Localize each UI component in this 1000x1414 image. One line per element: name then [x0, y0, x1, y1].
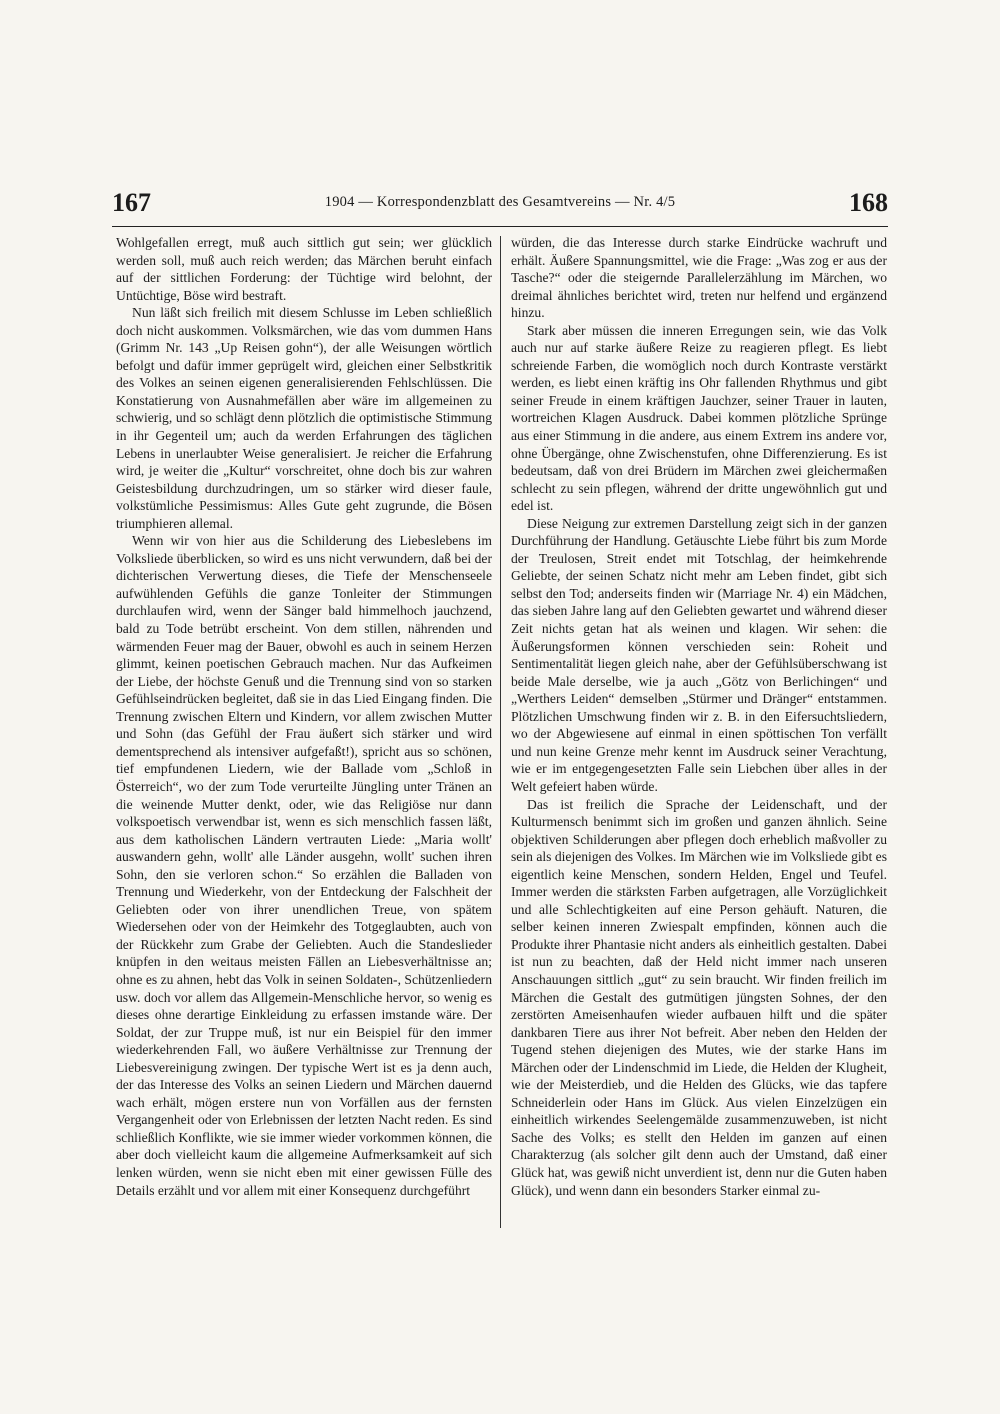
paragraph: würden, die das Interesse durch starke Eindrücke wachruft und erhält. Äußere Spannungsmittel, wie die Frage: „Was zog er aus der Tasche?“ oder die steigernde Parallelerzählung im Märchen, wo dreimal ähnliches berichtet wird, treten nur helfend und ergänzend hinzu. [511, 235, 887, 321]
page-header [112, 188, 888, 222]
header-rule [112, 226, 888, 227]
running-title: 1904 — Korrespondenzblatt des Gesamtvereins — Nr. 4/5 [324, 194, 676, 210]
column-divider [500, 236, 501, 1228]
left-page-number: 167 [112, 188, 151, 217]
paragraph: Diese Neigung zur extremen Darstellung zeigt sich in der ganzen Durchführung der Handlung. Getäuschte Liebe führt bis zum Morde der Treulosen, Streit endet mit Totschlag, der heimkehrende Geliebte, der seinen Schatz nicht mehr am Leben findet, gibt sich selbst den Tod; anderseits finden wir (Marriage Nr. 4) ein Mädchen, das sieben Jahre lang auf den Geliebten gewartet und während dieser Zeit nichts getan hat als weinen und klagen. Wir sehen: die Äußerungsformen können verschieden sein: Roheit und Sentimentalität liegen gleich nahe, aber der Gefühlsüberschwang ist beide Male derselbe, wie ja auch „Götz von Berlichingen“ und „Werthers Leiden“ demselben „Stürmer und Dränger“ entstammen. Plötzlichen Umschwung finden wir z. B. in den Eifersuchtsliedern, wo der Abgewiesene auf einmal in einen spöttischen Ton verfällt und nun keine Grenze mehr kennt im Ausdruck seiner Verachtung, wie er im entgegengesetzten Falle sein Liebchen über alles in der Welt gefeiert haben würde. [511, 515, 887, 794]
paragraph: Stark aber müssen die inneren Erregungen sein, wie das Volk auch nur auf starke äußere Reize zu reagieren pflegt. Es liebt schreiende Farben, die womöglich noch durch Kontraste verstärkt werden, es liebt einen kräftig ins Ohr fallenden Rhythmus und gibt seiner Freude in einem kräftigen Jauchzer, seiner Trauer in lauten, wortreichen Klagen Ausdruck. Dabei kommen plötzliche Sprünge aus einer Stimmung in die andere, aus einem Extrem ins andere vor, ohne Übergänge, ohne Zwischenstufen, ohne Differenzierung. Es ist bedeutsam, daß von drei Brüdern im Märchen zwei gleichermaßen schlecht zu sein pflegen, während der dritte ungewöhnlich gut und edel ist. [511, 322, 887, 514]
paragraph: Nun läßt sich freilich mit diesem Schlusse im Leben schließlich doch nicht auskommen. Volksmärchen, wie das vom dummen Hans (Grimm Nr. 143 „Up Reisen gohn“), der alle Weisungen wörtlich befolgt und dafür immer geprügelt wird, gleichen einer Selbstkritik des Volkes an seinen eigenen generalisierenden Fehlschlüssen. Die Konstatierung von Ausnahmefällen aber wäre im allgemeinen zu schwierig, und so schlägt denn plötzlich die optimistische Stimmung in ihr Gegenteil um; auch da werden Erfahrungen des täglichen Lebens in unerlaubter Weise generalisiert. Je reicher die Erfahrung wird, je weiter die „Kultur“ vorschreitet, ohne doch bis zur wahren Geistesbildung durchzudringen, um so stärker wird dieser faule, volkstümliche Pessimismus: Alles Gute geht zugrunde, die Bösen triumphieren allemal. [116, 305, 492, 531]
left-column [116, 234, 492, 1234]
right-page-number: 168 [849, 188, 888, 217]
right-column [511, 234, 887, 1234]
paragraph: Wenn wir von hier aus die Schilderung des Liebeslebens im Volksliede überblicken, so wird es uns nicht verwundern, daß bei der dichterischen Verwertung dieses, die Tiefe der Menschenseele aufwühlenden Gefühls die ganze Tonleiter der Stimmungen durchlaufen wird, wenn der Sänger bald himmelhoch jauchzend, bald zu Tode betrübt erscheint. Von dem stillen, nährenden und wärmenden Feuer mag der Bauer, obwohl es auch in seinem Herzen glimmt, keinen poetischen Gebrauch machen. Nur das Aufkeimen der Liebe, der höchste Genuß und die Trennung sind von so starken Gefühlseindrücken begleitet, daß sie in das Lied Eingang finden. Die Trennung zwischen Eltern und Kindern, vor allem zwischen Mutter und Sohn (das Gefühl der Frau äußert sich stärker und wird dementsprechend als intensiver aufgefaßt!), spricht aus so schönen, tief empfundenen Liedern, wie der Ballade vom „Schloß in Österreich“, wo der zum Tode verurteilte Jüngling unter Tränen an die weinende Mutter denkt, oder, wie das Religiöse nur dann volkspoetisch verwendbar ist, wenn es sich menschlich fassen läßt, aus dem katholischen Ländern vertrauten Liede: „Maria wollt' auswandern gehn, wollt' alle Länder ausgehn, wollt' suchen ihren Sohn, den sie verloren schon.“ So erzählen die Balladen von Trennung und Wiederkehr, von der Entdeckung der Falschheit der Geliebten oder von ihrer unendlichen Treue, von spätem Wiedersehen oder von der Heimkehr des Totgeglaubten, auch von der Rückkehr zum Grabe der Geliebten. Auch die Standeslieder knüpfen in den weitaus meisten Fällen an Liebesverhältnisse an; ohne es zu ahnen, hebt das Volk in seinen Soldaten-, Schützenliedern usw. doch vor allem das Allgemein-Menschliche hervor, so wenig es dieses ohne derartige Einkleidung zu erfassen imstande wäre. Der Soldat, der zur Truppe muß, ist nur ein Beispiel für den immer wiederkehrenden Fall, wo äußere Verhältnisse zur Trennung der Liebesvereinigung zwingen. Der typische Wert ist es ja denn auch, der das Interesse des Volks an seinen Liedern und Märchen dauernd wach erhält, mögen erstere nun von Vorfällen aus der fernsten Vergangenheit oder von Erlebnissen der letzten Nacht reden. Es sind schließlich Konflikte, wie sie immer wieder vorkommen können, die aber doch vielleicht kaum die allgemeine Aufmerksamkeit auf sich lenken würden, wenn sie nicht eben mit einer gewissen Fülle des Details erzählt und vor allem mit einer Konsequenz durchgeführt [116, 533, 492, 1198]
paragraph: Das ist freilich die Sprache der Leidenschaft, und der Kulturmensch benimmt sich im großen und ganzen ähnlich. Seine objektiven Schilderungen aber pflegen doch erheblich maßvoller zu sein als diejenigen des Volkes. Im Märchen wie im Volksliede gibt es eigentlich keine Menschen, sondern Helden, Engel und Teufel. Immer werden die stärksten Farben aufgetragen, alle Vorzüglichkeit und alle Schlechtigkeiten auf eine Person gehäuft. Naturen, die selber keinen inneren Zwiespalt empfinden, können auch die Produkte ihrer Phantasie nicht anders als einheitlich gestalten. Dabei ist nun zu beachten, daß der Held nicht immer nach unseren Anschauungen sittlich „gut“ zu sein braucht. Wir finden freilich im Märchen die Gestalt des gutmütigen jüngsten Sohnes, der den zerstörten Ameisenhaufen wieder aufbauen hilft und die später dankbaren Tiere aus ihrer Not befreit. Aber neben den Helden der Tugend stehen diejenigen des Mutes, wie der starke Hans im Märchen oder der Lindenschmid im Liede, die Helden der Klugheit, wie der Meisterdieb, und die Helden des Glücks, wie das tapfere Schneiderlein oder Hans im Glück. Aus vielen Einzelzügen ein einheitlich wirkendes Seelengemälde zusammenzuweben, ist nicht Sache des Volks; es stellt den Helden im ganzen auf einen Charakterzug (als solcher gilt denn auch der Umstand, daß einer Glück hat, was gewiß nicht unverdient ist, denn nur die Guten haben Glück), und wenn dann ein besonders Starker einmal zu- [511, 796, 887, 1198]
paragraph: Wohlgefallen erregt, muß auch sittlich gut sein; wer glücklich werden soll, muß auch reich werden; das Märchen beruht einfach auf der sittlichen Forderung: der Tüchtige wird belohnt, der Untüchtige, Böse wird bestraft. [116, 235, 492, 303]
